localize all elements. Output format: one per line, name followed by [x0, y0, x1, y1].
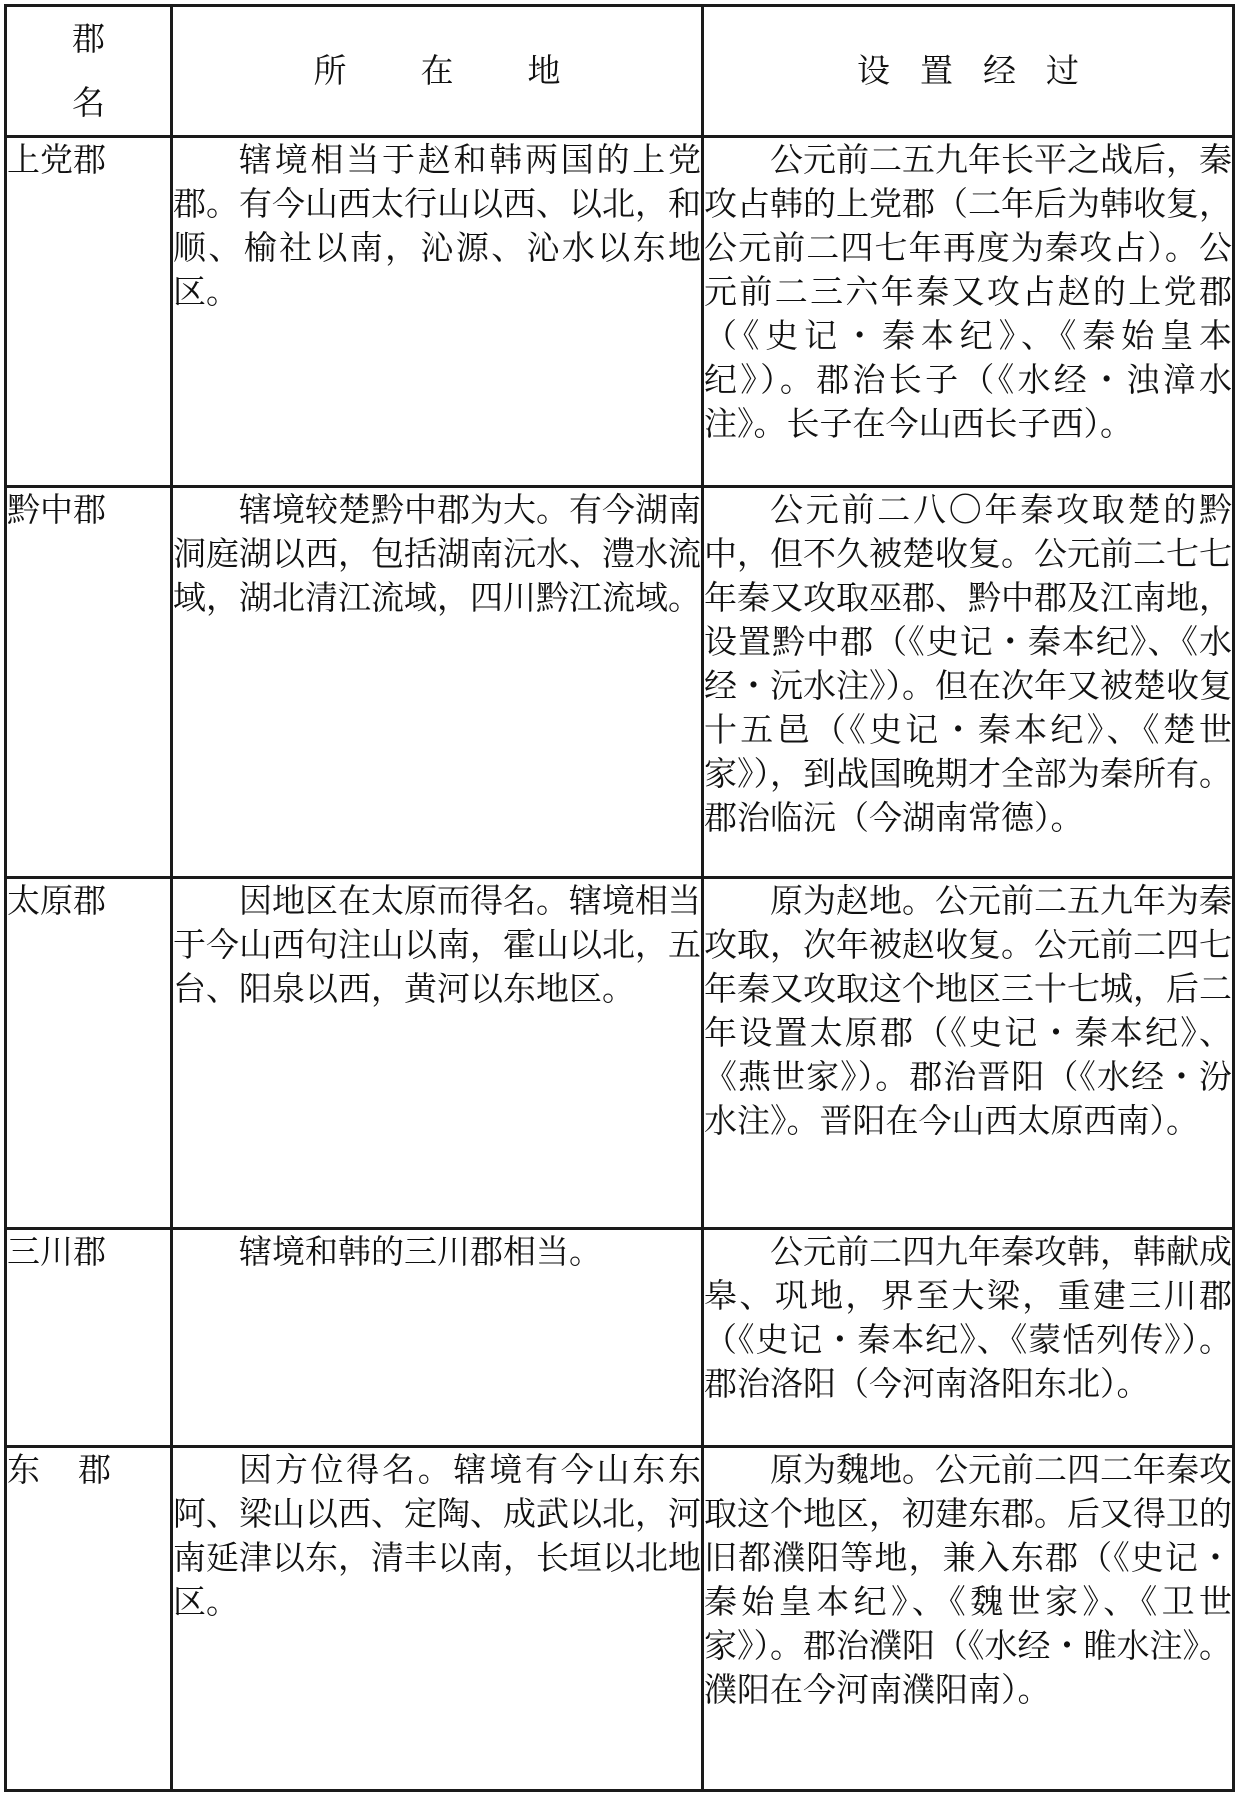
header-history-label: 设置经过 — [857, 51, 1109, 90]
table-row — [6, 137, 1234, 487]
header-cell-history — [703, 6, 1234, 137]
table-row — [6, 878, 1234, 1228]
commandery-history-text: 原为赵地。公元前二五九年为秦攻取，次年被赵收复。公元前二四七年秦又攻取这个地区三十七城，后二年设置太原郡（《史记・秦本纪》、《燕世家》）。郡治晋阳（《水经・汾水注》。晋阳在今山西太原西南）。 — [704, 881, 1232, 1141]
header-row — [6, 6, 1234, 137]
commandery-name: 上党郡 — [7, 140, 106, 179]
commandery-location-text: 辖境和韩的三川郡相当。 — [239, 1231, 602, 1271]
commandery-name-cell — [6, 137, 172, 487]
commandery-location-text: 因方位得名。辖境有今山东东阿、梁山以西、定陶、成武以北，河南延津以东，清丰以南，长垣以北地区。 — [173, 1449, 701, 1621]
commandery-name: 三川郡 — [7, 1231, 106, 1271]
commanderies-table-sheet — [4, 4, 1232, 1792]
commandery-name: 黔中郡 — [7, 490, 106, 530]
commandery-history-cell — [703, 1228, 1234, 1446]
commandery-name: 东郡 — [7, 1449, 149, 1489]
commandery-location-cell — [172, 1228, 703, 1446]
commandery-name-cell — [6, 878, 172, 1228]
table-row — [6, 487, 1234, 878]
header-name-label: 郡名 — [72, 19, 141, 122]
commandery-history-cell — [703, 487, 1234, 878]
commandery-history-text: 公元前二五九年长平之战后，秦攻占韩的上党郡（二年后为韩收复，公元前二四七年再度为秦攻占）。公元前二三六年秦又攻占赵的上党郡（《史记・秦本纪》、《秦始皇本纪》）。郡治长子（《水经・浊漳水注》。长子在今山西长子西）。 — [704, 140, 1232, 443]
commandery-history-cell — [703, 137, 1234, 487]
commandery-location-cell — [172, 487, 703, 878]
commandery-location-cell — [172, 1446, 703, 1790]
commandery-history-text: 公元前二八〇年秦攻取楚的黔中，但不久被楚收复。公元前二七七年秦又攻取巫郡、黔中郡及江南地，设置黔中郡（《史记・秦本纪》、《水经・沅水注》）。但在次年又被楚收复十五邑（《史记・秦本纪》、《楚世家》），到战国晚期才全部为秦所有。郡治临沅（今湖南常德）。 — [704, 490, 1232, 838]
commandery-name-cell — [6, 1228, 172, 1446]
header-cell-name — [6, 6, 172, 137]
commandery-name-cell — [6, 487, 172, 878]
commandery-history-cell — [703, 1446, 1234, 1790]
header-location-label: 所在地 — [313, 51, 635, 90]
table-header — [6, 6, 1234, 137]
table-row — [6, 1228, 1234, 1446]
commandery-history-text: 原为魏地。公元前二四二年秦攻取这个地区，初建东郡。后又得卫的旧都濮阳等地，兼入东郡（《史记・秦始皇本纪》、《魏世家》、《卫世家》）。郡治濮阳（《水经・睢水注》。濮阳在今河南濮阳南）。 — [704, 1449, 1232, 1709]
commandery-name-cell — [6, 1446, 172, 1790]
table-row — [6, 1446, 1234, 1790]
commandery-history-cell — [703, 878, 1234, 1228]
table-body — [6, 137, 1234, 1791]
commandery-name: 太原郡 — [7, 881, 106, 921]
commandery-location-text: 辖境相当于赵和韩两国的上党郡。有今山西太行山以西、以北，和顺、榆社以南，沁源、沁水以东地区。 — [173, 140, 701, 311]
commandery-location-text: 因地区在太原而得名。辖境相当于今山西句注山以南，霍山以北，五台、阳泉以西，黄河以东地区。 — [173, 881, 701, 1009]
commandery-location-cell — [172, 137, 703, 487]
commandery-history-text: 公元前二四九年秦攻韩，韩献成皋、巩地，界至大梁，重建三川郡（《史记・秦本纪》、《蒙恬列传》）。郡治洛阳（今河南洛阳东北）。 — [704, 1231, 1232, 1403]
qin-commanderies-table — [4, 4, 1235, 1792]
header-cell-location — [172, 6, 703, 137]
commandery-location-cell — [172, 878, 703, 1228]
commandery-location-text: 辖境较楚黔中郡为大。有今湖南洞庭湖以西，包括湖南沅水、澧水流域，湖北清江流域，四川黔江流域。 — [173, 490, 701, 618]
